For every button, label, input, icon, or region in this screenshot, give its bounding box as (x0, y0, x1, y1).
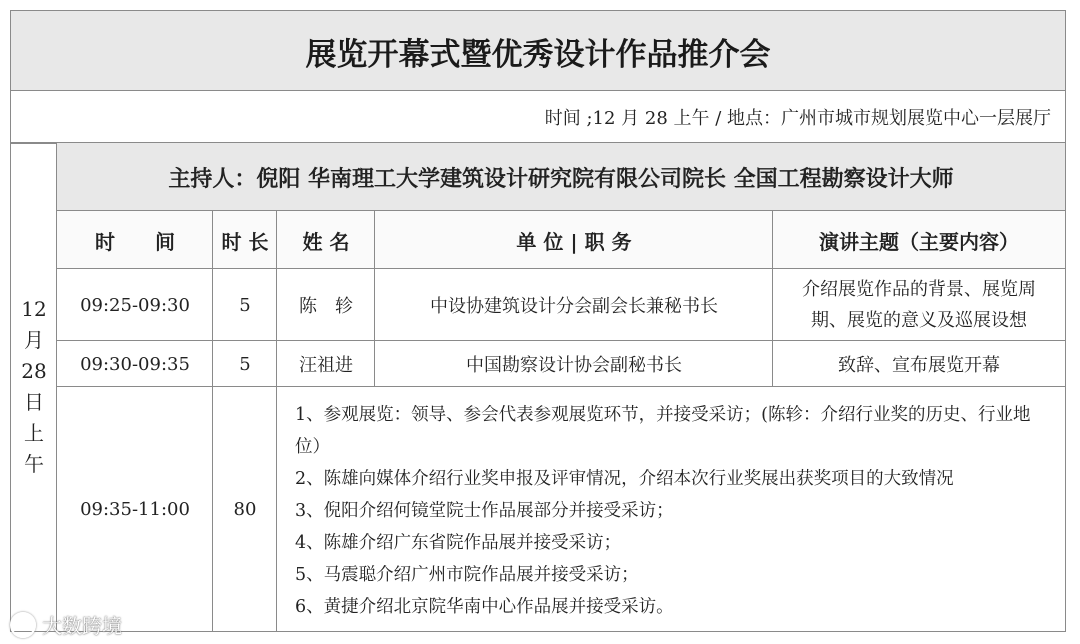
activity-item: 2、陈雄向媒体介绍行业奖申报及评审情况，介绍本次行业奖展出获奖项目的大致情况 (295, 469, 954, 489)
header-topic: 演讲主题（主要内容） (772, 210, 1066, 270)
header-duration: 时 长 (212, 210, 278, 270)
row2-duration: 5 (212, 340, 278, 388)
row1-time: 09:25-09:30 (56, 268, 214, 342)
row3-activities (276, 386, 1066, 632)
row1-topic: 介绍展览作品的背景、展览周期、展览的意义及巡展设想 (772, 268, 1066, 342)
row2-name: 汪祖进 (276, 340, 376, 388)
row1-duration: 5 (212, 268, 278, 342)
header-name: 姓 名 (276, 210, 376, 270)
activity-item: 6、黄捷介绍北京院华南中心作品展并接受采访。 (295, 597, 674, 617)
activity-item: 3、倪阳介绍何镜堂院士作品展部分并接受采访； (295, 501, 674, 521)
row1-name: 陈 轸 (276, 268, 376, 342)
activity-item: 4、陈雄介绍广东省院作品展并接受采访； (295, 533, 622, 553)
activity-item: 1、参观展览：领导、参会代表参观展览环节，并接受采访；(陈轸：介绍行业奖的历史、行业地位） (295, 405, 1031, 457)
row1-organization: 中设协建筑设计分会副会长兼秘书长 (374, 268, 774, 342)
row2-time: 09:30-09:35 (56, 340, 214, 388)
row2-organization: 中国勘察设计协会副秘书长 (374, 340, 774, 388)
watermark-text: 大数跨境 (42, 614, 122, 638)
date-char: 午 (24, 452, 44, 476)
header-organization: 单 位 | 职 务 (374, 210, 774, 270)
header-time: 时 间 (56, 210, 214, 270)
date-char: 日 (24, 390, 44, 414)
watermark-logo-icon (10, 612, 36, 638)
activity-item: 5、马震聪介绍广州市院作品展并接受采访； (295, 565, 639, 585)
event-time-location: 时间 ;12 月 28 上午 / 地点：广州市城市规划展览中心一层展厅 (10, 90, 1066, 144)
date-char: 上 (24, 421, 44, 445)
date-char: 月 (24, 328, 44, 352)
date-column (10, 142, 58, 632)
host-row: 主持人：倪阳 华南理工大学建筑设计研究院有限公司院长 全国工程勘察设计大师 (56, 142, 1066, 212)
watermark (10, 610, 122, 639)
row2-topic: 致辞、宣布展览开幕 (772, 340, 1066, 388)
page-title: 展览开幕式暨优秀设计作品推介会 (10, 10, 1066, 92)
date-char: 28 (21, 359, 47, 383)
row3-duration: 80 (212, 386, 278, 632)
date-char: 12 (21, 297, 47, 321)
row3-time: 09:35-11:00 (56, 386, 214, 632)
